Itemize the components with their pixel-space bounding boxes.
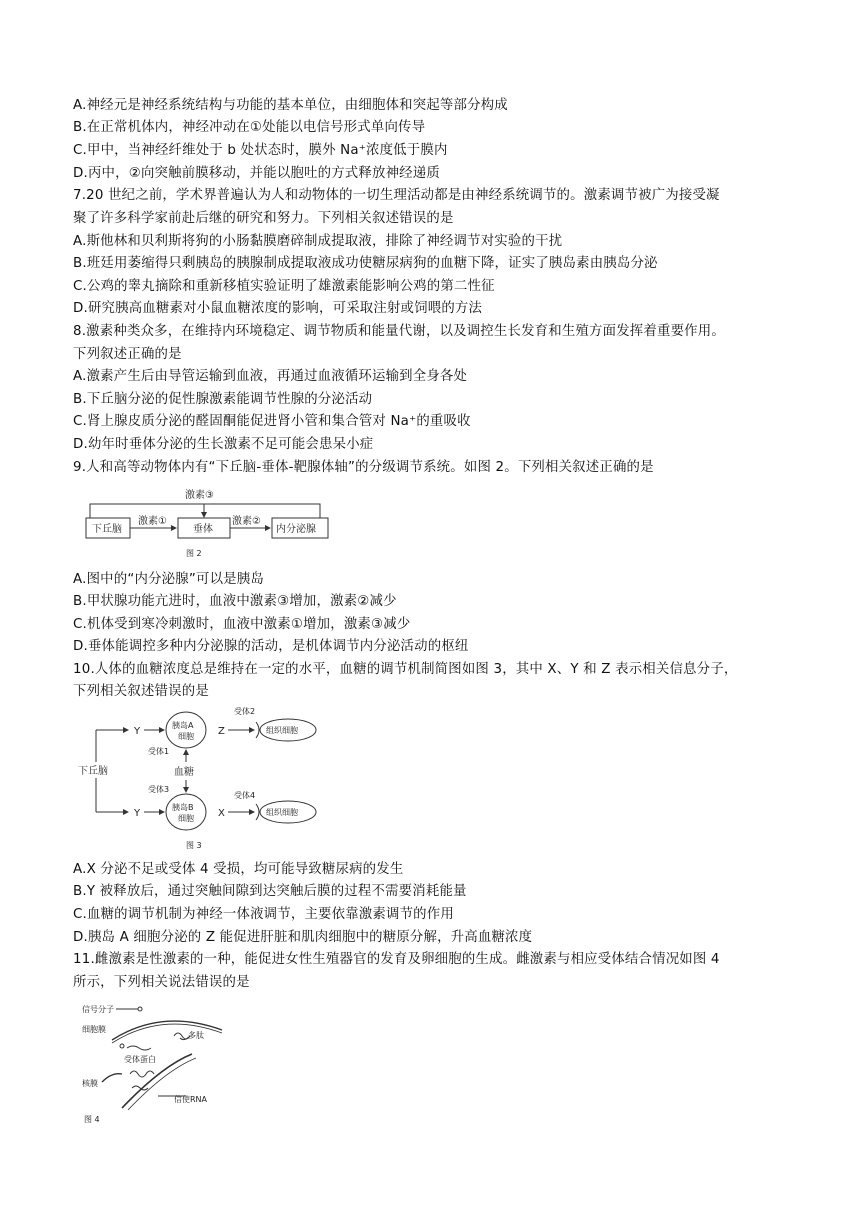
line: D.胰岛 A 细胞分泌的 Z 能促进肝脏和肌肉细胞中的糖原分解，升高血糖浓度 bbox=[73, 930, 533, 945]
line: 8.激素种类众多，在维持内环境稳定、调节物质和能量代谢，以及调控生长发育和生殖方面发挥着重要作用。 bbox=[73, 324, 725, 339]
receptor-protein-label: 受体蛋白 bbox=[124, 1055, 156, 1064]
pituitary-label: 垂体 bbox=[193, 524, 213, 535]
line: C.肾上腺皮质分泌的醛固酮能促进肾小管和集合管对 Na⁺的重吸收 bbox=[73, 414, 471, 429]
figure-4-caption: 图 4 bbox=[84, 1115, 100, 1124]
hypothalamus-label: 下丘脑 bbox=[78, 766, 108, 777]
blood-sugar-label: 血糖 bbox=[174, 767, 194, 778]
hormone3-label: 激素③ bbox=[185, 490, 214, 501]
line: 所示，下列相关说法错误的是 bbox=[73, 975, 250, 990]
line: 11.雌激素是性激素的一种，能促进女性生殖器官的发育及卵细胞的生成。雌激素与相应受体结合情况如图 4 bbox=[73, 952, 720, 967]
figure-3-caption: 图 3 bbox=[186, 841, 202, 850]
nuclear-membrane bbox=[102, 1074, 122, 1082]
figure-3-diagram bbox=[78, 704, 328, 854]
line: 7.20 世纪之前，学术界普遍认为人和动物体的一切生理活动都是由神经系统调节的。激素调节被广为接受凝 bbox=[73, 188, 720, 203]
line: D.幼年时垂体分泌的生长激素不足可能会患呆小症 bbox=[73, 437, 374, 452]
figure-2-diagram bbox=[80, 484, 340, 564]
islet-b-label: 胰岛B bbox=[172, 803, 194, 812]
line: B.甲状腺功能亢进时，血液中激素③增加，激素②减少 bbox=[73, 594, 397, 609]
hormone1-label: 激素① bbox=[138, 516, 167, 527]
y-top-label: Y bbox=[134, 726, 141, 737]
receptor4-label: 受体4 bbox=[234, 791, 256, 800]
y-bottom-label: Y bbox=[134, 808, 141, 819]
gland-label: 内分泌腺 bbox=[276, 524, 316, 535]
line: B.下丘脑分泌的促性腺激素能调节性腺的分泌活动 bbox=[73, 392, 373, 407]
line: C.甲中，当神经纤维处于 b 处状态时，膜外 Na⁺浓度低于膜内 bbox=[73, 143, 448, 158]
line: A.图中的“内分泌腺”可以是胰岛 bbox=[73, 572, 264, 587]
line: B.班廷用萎缩得只剩胰岛的胰腺制成提取液成功使糖尿病狗的血糖下降，证实了胰岛素由胰岛分泌 bbox=[73, 256, 658, 271]
line: D.研究胰高血糖素对小鼠血糖浓度的影响，可采取注射或饲喂的方法 bbox=[73, 301, 483, 316]
cell-membrane-label: 细胞膜 bbox=[82, 1025, 106, 1034]
receptor2-label: 受体2 bbox=[234, 707, 256, 716]
mrna-label: 信使RNA bbox=[174, 1095, 208, 1104]
receptor1-label: 受体1 bbox=[148, 747, 170, 756]
figure-2-caption: 图 2 bbox=[186, 549, 202, 558]
x-label: X bbox=[218, 808, 225, 819]
figure-4-diagram bbox=[82, 1000, 242, 1130]
islet-a-label: 细胞 bbox=[178, 732, 194, 741]
islet-a-cell bbox=[166, 712, 206, 748]
receptor3-label: 受体3 bbox=[148, 785, 170, 794]
line: 聚了许多科学家前赴后继的研究和努力。下列相关叙述错误的是 bbox=[73, 211, 454, 226]
line: B.在正常机体内，神经冲动在①处能以电信号形式单向传导 bbox=[73, 120, 426, 135]
islet-b-cell bbox=[166, 794, 206, 830]
hormone2-label: 激素② bbox=[232, 516, 261, 527]
nuclear-membrane-label: 核膜 bbox=[82, 1079, 98, 1088]
tissue-cell-top-label: 组织细胞 bbox=[266, 726, 298, 735]
line: 下列相关叙述错误的是 bbox=[73, 684, 209, 699]
line: C.血糖的调节机制为神经一体液调节，主要依靠激素调节的作用 bbox=[73, 907, 454, 922]
signal-molecule-label: 信号分子 bbox=[82, 1005, 114, 1014]
islet-a-label: 胰岛A bbox=[172, 721, 194, 730]
z-label: Z bbox=[218, 726, 225, 737]
line: A.激素产生后由导管运输到血液，再通过血液循环运输到全身各处 bbox=[73, 369, 468, 384]
tissue-cell-bottom-label: 组织细胞 bbox=[266, 808, 298, 817]
line: B.Y 被释放后，通过突触间隙到达突触后膜的过程不需要消耗能量 bbox=[73, 884, 467, 899]
line: A.神经元是神经系统结构与功能的基本单位，由细胞体和突起等部分构成 bbox=[73, 98, 508, 113]
line: 下列叙述正确的是 bbox=[73, 347, 182, 362]
polypeptide-label: 多肽 bbox=[188, 1031, 204, 1040]
line: A.斯他林和贝利斯将狗的小肠黏膜磨碎制成提取液，排除了神经调节对实验的干扰 bbox=[73, 234, 563, 249]
line: D.垂体能调控多种内分泌腺的活动，是机体调节内分泌活动的枢纽 bbox=[73, 639, 469, 654]
line: C.公鸡的睾丸摘除和重新移植实验证明了雄激素能影响公鸡的第二性征 bbox=[73, 279, 495, 294]
line: D.丙中，②向突触前膜移动，并能以胞吐的方式释放神经递质 bbox=[73, 166, 440, 181]
cell-membrane bbox=[112, 1021, 222, 1040]
line: C.机体受到寒冷刺激时，血液中激素①增加，激素③减少 bbox=[73, 617, 411, 632]
line: 9.人和高等动物体内有“下丘脑-垂体-靶腺体轴”的分级调节系统。如图 2。下列相关叙述正确的是 bbox=[73, 460, 654, 475]
hypothalamus-label: 下丘脑 bbox=[92, 524, 122, 535]
line: 10.人体的血糖浓度总是维持在一定的水平，血糖的调节机制简图如图 3，其中 X、Y 和 Z 表示相关信息分子， bbox=[73, 662, 738, 677]
line: A.X 分泌不足或受体 4 受损，均可能导致糖尿病的发生 bbox=[73, 862, 404, 877]
islet-b-label: 细胞 bbox=[178, 814, 194, 823]
